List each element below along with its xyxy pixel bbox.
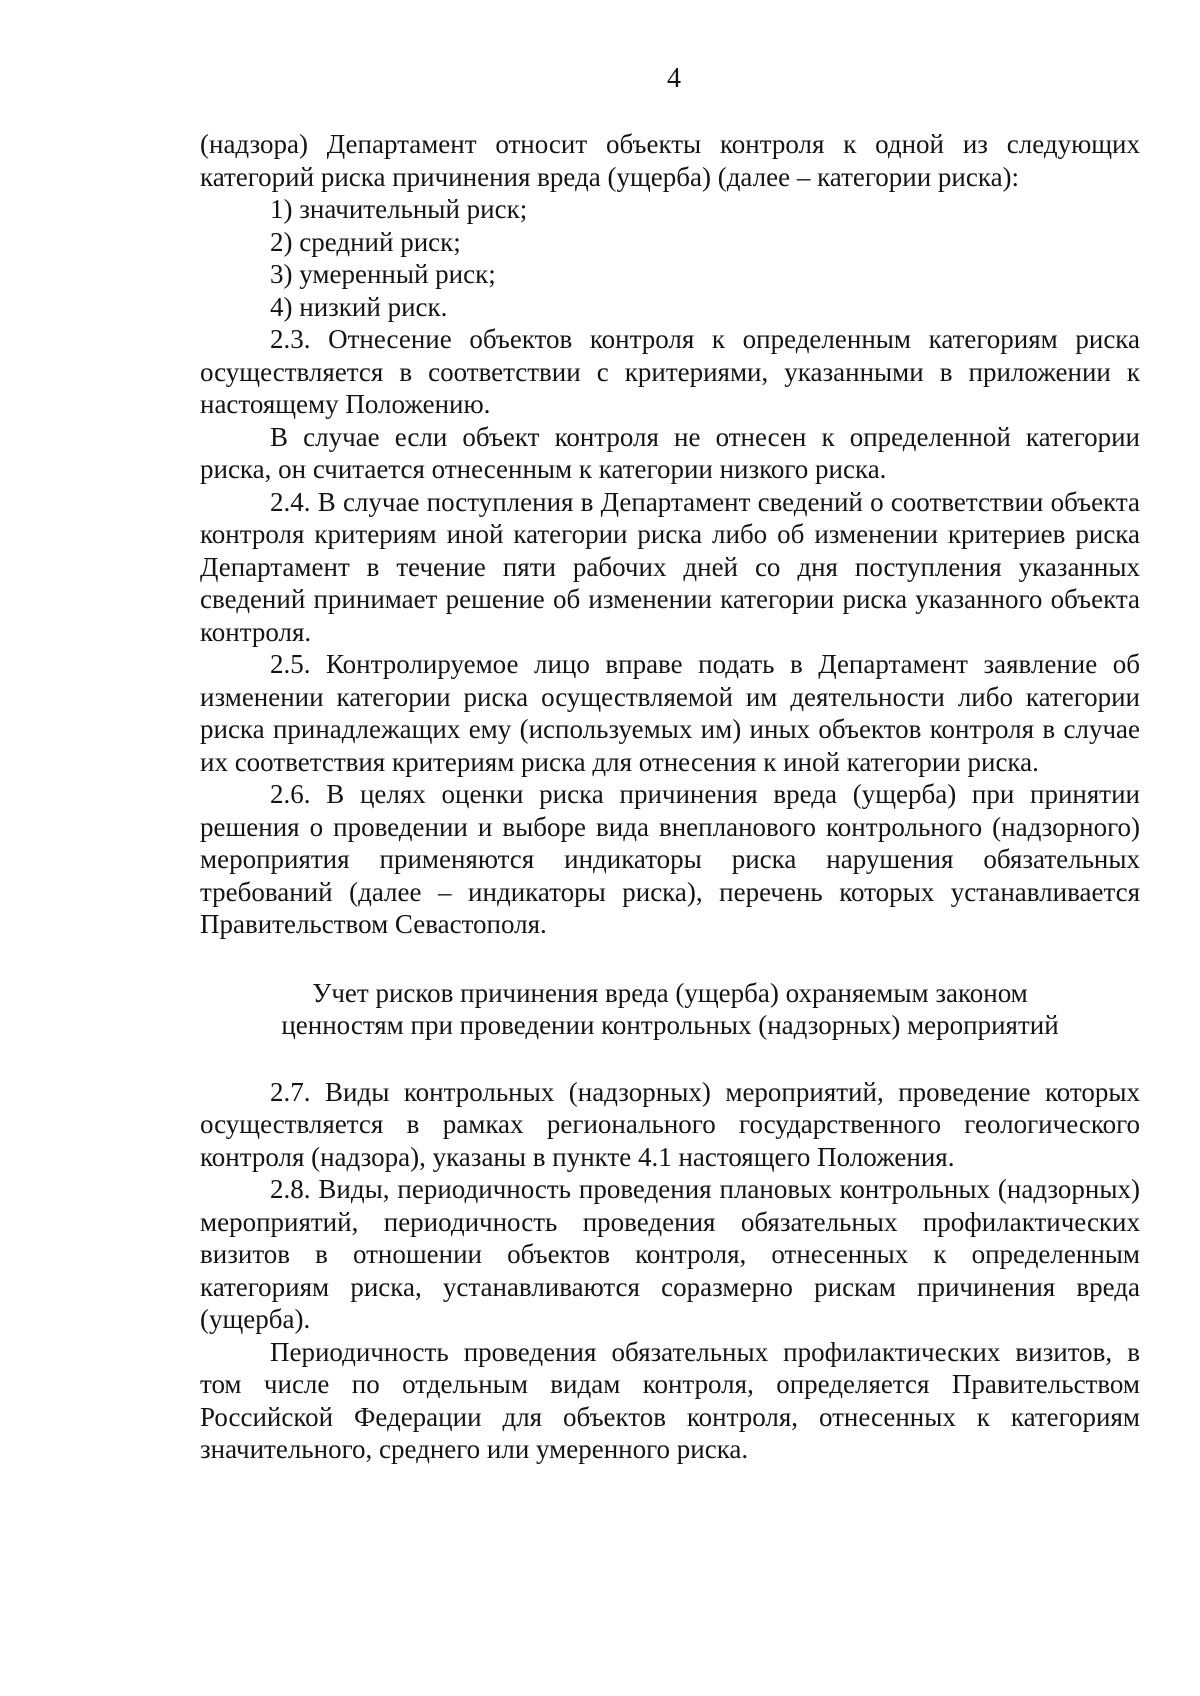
- paragraph-2-7: 2.7. Виды контрольных (надзорных) мероприятий, проведение которых осуществляется в рамках регионального государственного геологического контроля (надзора), указаны в пункте 4.1 настоящего Положения.: [200, 1076, 1140, 1172]
- paragraph-2-5: 2.5. Контролируемое лицо вправе подать в Департамент заявление об изменении категории риска осуществляемой им деятельности либо категории риска принадлежащих ему (используемых им) иных объектов контроля в случае их соответствия критериям риска для отнесения к иной категории риска.: [200, 649, 1140, 777]
- paragraph-2-4: 2.4. В случае поступления в Департамент сведений о соответствии объекта контроля критериям иной категории риска либо об изменении критериев риска Департамент в течение пяти рабочих дней со дня поступления указанных сведений принимает решение об изменении категории риска указанного объекта контроля.: [200, 486, 1140, 647]
- paragraph-intro-continuation: (надзора) Департамент относит объекты контроля к одной из следующих категорий риска причинения вреда (ущерба) (далее – категории риска):: [200, 129, 1140, 192]
- document-body: [200, 128, 1140, 1466]
- section-heading: [200, 977, 1140, 1042]
- risk-category-item-3: 3) умеренный риск;: [270, 259, 496, 289]
- paragraph-2-8: 2.8. Виды, периодичность проведения плановых контрольных (надзорных) мероприятий, периодичность проведения обязательных профилактических визитов в отношении объектов контроля, отнесенных к определенным категориям риска, устанавливаются соразмерно рискам причинения вреда (ущерба).: [200, 1174, 1140, 1334]
- section-heading-line-2: ценностям при проведении контрольных (надзорных) мероприятий: [281, 1010, 1059, 1040]
- risk-category-item-1: 1) значительный риск;: [270, 194, 528, 224]
- paragraph-periodicity: Периодичность проведения обязательных профилактических визитов, в том числе по отдельным видам контроля, определяется Правительством Российской Федерации для объектов контроля, отнесенных к категориям значительного, среднего или умеренного риска.: [200, 1336, 1140, 1464]
- risk-category-item-4: 4) низкий риск.: [270, 291, 448, 322]
- paragraph-2-3: 2.3. Отнесение объектов контроля к определенным категориям риска осуществляется в соответствии с критериями, указанными в приложении к настоящему Положению.: [200, 324, 1140, 419]
- risk-category-item-2: 2) средний риск;: [270, 226, 461, 257]
- section-heading-line-1: Учет рисков причинения вреда (ущерба) охраняемым законом: [312, 977, 1028, 1008]
- paragraph-2-3-note: В случае если объект контроля не отнесен к определенной категории риска, он считается отнесенным к категории низкого риска.: [200, 421, 1140, 484]
- paragraph-2-6: 2.6. В целях оценки риска причинения вреда (ущерба) при принятии решения о проведении и выборе вида внепланового контрольного (надзорного) мероприятия применяются индикаторы риска нарушения обязательных требований (далее – индикаторы риска), перечень которых устанавливается Правительством Севастополя.: [200, 779, 1140, 939]
- page-number: 4: [667, 63, 681, 94]
